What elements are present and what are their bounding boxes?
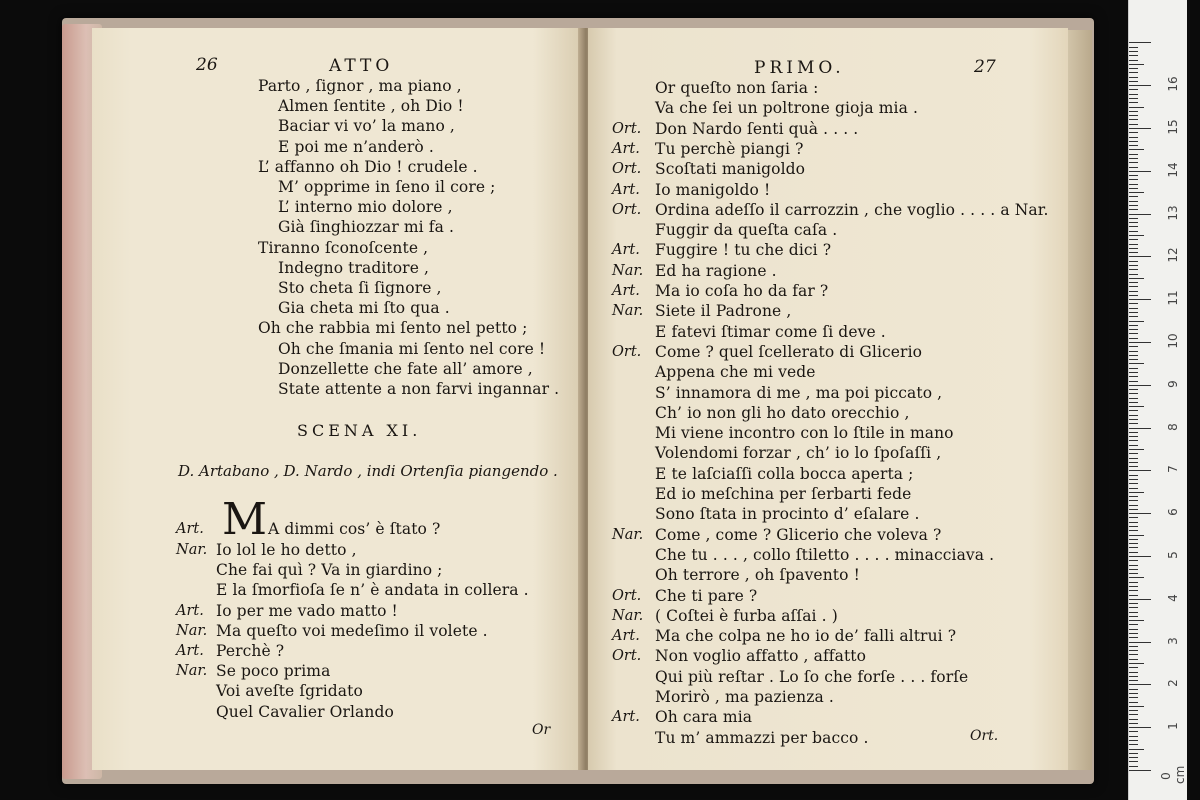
dialogue-line: E la ſmorfioſa ſe n’ è andata in collera . — [216, 581, 529, 600]
verse-line: L’ interno mio dolore , — [278, 198, 453, 217]
ruler-tick — [1129, 119, 1138, 120]
verse-line: State attente a non farvi ingannar . — [278, 380, 560, 398]
speaker-label: Nar. — [612, 526, 644, 543]
ruler-tick — [1129, 111, 1138, 112]
ruler-tick — [1129, 590, 1138, 591]
ruler-tick — [1129, 637, 1138, 638]
ruler-tick — [1129, 205, 1138, 206]
ruler-tick — [1129, 509, 1138, 510]
ruler-tick — [1129, 132, 1138, 133]
ruler-tick — [1129, 573, 1138, 574]
ruler-tick — [1129, 398, 1138, 399]
ruler-tick — [1129, 663, 1144, 664]
ruler-tick — [1129, 85, 1151, 86]
ruler-tick — [1129, 239, 1138, 240]
ruler-tick — [1129, 419, 1138, 420]
ruler-tick — [1129, 483, 1138, 484]
verse-line: Donzellette che fate all’ amore , — [278, 359, 533, 378]
ruler-tick — [1129, 175, 1138, 176]
dialogue-line: Tu perchè piangi ? — [655, 139, 804, 158]
ruler-tick — [1129, 406, 1144, 407]
ruler-tick — [1129, 535, 1144, 536]
ruler-tick — [1129, 196, 1138, 197]
speaker-label: Ort. — [612, 161, 642, 178]
ruler-tick — [1129, 256, 1151, 257]
speaker-label: Art. — [612, 140, 640, 157]
ruler-tick — [1129, 624, 1138, 625]
ruler-tick — [1129, 363, 1144, 364]
dialogue-line: Ed ha ragione . — [655, 261, 777, 280]
ruler-tick — [1129, 128, 1151, 129]
ruler-tick — [1129, 346, 1138, 347]
ruler-tick — [1129, 543, 1138, 544]
ruler-tick — [1129, 312, 1138, 313]
right-page — [588, 28, 1068, 770]
dialogue-line: E fatevi ſtimar come ſi deve . — [655, 322, 886, 341]
dialogue-line: Come , come ? Glicerio che voleva ? — [655, 525, 942, 544]
ruler-tick — [1129, 351, 1138, 352]
ruler-tick — [1129, 303, 1138, 304]
dialogue-line: Volendomi forzar , ch’ io lo ſpoſaſſi , — [655, 444, 942, 463]
ruler-tick — [1129, 154, 1138, 155]
ruler-tick — [1129, 612, 1138, 613]
ruler-tick — [1129, 252, 1138, 253]
ruler-number: 13 — [1166, 204, 1180, 221]
ruler-tick — [1129, 440, 1138, 441]
ruler-tick — [1129, 47, 1138, 48]
verse-line: Sto cheta ſi ſignore , — [278, 279, 442, 297]
catchword-left: Or — [532, 722, 551, 738]
ruler-tick — [1129, 372, 1138, 373]
ruler-tick — [1129, 749, 1144, 750]
dialogue-line: Che fai quì ? Va in giardino ; — [216, 561, 443, 580]
ruler-tick — [1129, 710, 1138, 711]
ruler-tick — [1129, 235, 1144, 236]
ruler-tick — [1129, 248, 1138, 249]
ruler-tick — [1129, 453, 1138, 454]
speaker-label: Art. — [612, 242, 640, 259]
dialogue-line: Morirò , ma pazienza . — [655, 688, 834, 706]
ruler-tick — [1129, 436, 1138, 437]
ruler-tick — [1129, 642, 1151, 643]
verse-line: L’ affanno oh Dio ! crudele . — [258, 157, 478, 176]
verse-line: Già ſinghiozzar mi fa . — [278, 218, 455, 237]
running-head-left: ATTO — [329, 56, 394, 76]
ruler-tick — [1129, 72, 1138, 73]
speaker-label: Nar. — [176, 542, 208, 558]
ruler-number: 7 — [1166, 465, 1180, 474]
ruler-number: 8 — [1166, 422, 1180, 431]
dialogue-line: Oh terrore , oh ſpavento ! — [655, 566, 860, 585]
speaker-label: Ort. — [612, 120, 642, 137]
ruler-tick — [1129, 496, 1138, 497]
ruler-tick — [1129, 299, 1151, 300]
dialogue-line: Mi viene incontro con lo ſtile in mano — [655, 424, 954, 443]
dialogue-line: Fuggir da queſta caſa . — [655, 221, 838, 240]
ruler-number: 14 — [1166, 162, 1180, 178]
dialogue-line: Don Nardo ſenti quà . . . . — [655, 119, 859, 138]
ruler-tick — [1129, 278, 1144, 279]
ruler-tick — [1129, 64, 1144, 65]
ruler-tick — [1129, 616, 1138, 617]
ruler-tick — [1129, 445, 1138, 446]
ruler-tick — [1129, 547, 1138, 548]
speaker-label: Art. — [612, 709, 640, 726]
ruler-tick — [1129, 723, 1138, 724]
ruler-tick — [1129, 607, 1138, 608]
ruler-tick — [1129, 505, 1138, 506]
ruler-tick — [1129, 149, 1144, 150]
dialogue-line: Sono ſtata in procinto d’ eſalare . — [655, 505, 920, 524]
ruler-tick — [1129, 488, 1138, 489]
dialogue-line: Come ? quel ſcellerato di Glicerio — [655, 342, 923, 361]
ruler-tick — [1129, 184, 1138, 185]
ruler-tick — [1129, 188, 1138, 189]
ruler-tick — [1129, 316, 1138, 317]
ruler-tick — [1129, 423, 1138, 424]
ruler-tick — [1129, 556, 1151, 557]
ruler-tick — [1129, 492, 1144, 493]
ruler-tick — [1129, 552, 1138, 553]
ruler-number: 12 — [1166, 247, 1180, 264]
ruler-tick — [1129, 415, 1138, 416]
ruler-tick — [1129, 321, 1144, 322]
dialogue-line: Io per me vado matto ! — [216, 601, 398, 620]
ruler-tick — [1129, 94, 1138, 95]
verse-line: M’ opprime in ſeno il core ; — [278, 178, 496, 196]
ruler-tick — [1129, 295, 1138, 296]
dialogue-line: Non voglio affatto , affatto — [655, 647, 867, 666]
ruler-tick — [1129, 740, 1138, 741]
ruler-tick — [1129, 646, 1138, 647]
measurement-ruler — [1128, 0, 1187, 800]
dialogue-line: Io lol le ho detto , — [216, 541, 357, 559]
dialogue-line: Ordina adeſſo il carrozzin , che voglio . . . . a Nar. — [655, 200, 1049, 219]
ruler-tick — [1129, 761, 1138, 762]
ruler-tick — [1129, 218, 1138, 219]
ruler-tick — [1129, 282, 1138, 283]
drop-initial: M — [222, 494, 268, 545]
verse-line: Baciar vi vo’ la mano , — [278, 117, 455, 136]
ruler-number: 11 — [1166, 290, 1180, 306]
ruler-tick — [1129, 620, 1144, 621]
ruler-tick — [1129, 162, 1138, 163]
ruler-tick — [1129, 719, 1138, 720]
ruler-tick — [1129, 274, 1138, 275]
ruler-tick — [1129, 470, 1151, 471]
ruler-tick — [1129, 376, 1138, 377]
ruler-tick — [1129, 689, 1138, 690]
speaker-label: Art. — [176, 602, 204, 619]
ruler-tick — [1129, 667, 1138, 668]
dialogue-line: Che ti pare ? — [655, 586, 758, 605]
ruler-tick — [1129, 231, 1138, 232]
ruler-tick — [1129, 265, 1138, 266]
ruler-tick — [1129, 513, 1151, 514]
dialogue-line: Ma che colpa ne ho io de’ falli altrui ? — [655, 627, 957, 646]
ruler-tick — [1129, 697, 1138, 698]
speaker-label: Nar. — [612, 303, 644, 320]
dialogue-line: Ed io meſchina per ſerbarti fede — [655, 485, 912, 503]
dialogue-line: Se poco prima — [216, 662, 331, 681]
ruler-tick — [1129, 753, 1138, 754]
ruler-tick — [1129, 201, 1138, 202]
verse-line: Almen ſentite , oh Dio ! — [278, 97, 464, 116]
ruler-tick — [1129, 60, 1138, 61]
ruler-tick — [1129, 179, 1138, 180]
dialogue-line: Appena che mi vede — [655, 363, 816, 382]
ruler-tick — [1129, 325, 1138, 326]
dialogue-line: Ch’ io non gli ho dato orecchio , — [655, 403, 910, 422]
ruler-tick — [1129, 603, 1138, 604]
dialogue-line: Quel Cavalier Orlando — [216, 702, 394, 721]
dialogue-line: Perchè ? — [216, 642, 285, 660]
ruler-tick — [1129, 757, 1138, 758]
ruler-tick — [1129, 137, 1138, 138]
ruler-tick — [1129, 684, 1151, 685]
speaker-label: Ort. — [612, 343, 642, 360]
ruler-tick — [1129, 569, 1138, 570]
ruler-tick — [1129, 141, 1138, 142]
ruler-tick — [1129, 338, 1138, 339]
ruler-tick — [1129, 449, 1144, 450]
ruler-tick — [1129, 393, 1138, 394]
ruler-tick — [1129, 629, 1138, 630]
verse-line: E poi me n’anderò . — [278, 137, 434, 156]
ruler-tick — [1129, 68, 1138, 69]
ruler-tick — [1129, 586, 1138, 587]
ruler-tick — [1129, 244, 1138, 245]
dialogue-line: Che tu . . . , collo ſtiletto . . . . minacciava . — [655, 545, 995, 564]
ruler-tick — [1129, 500, 1138, 501]
ruler-tick — [1129, 286, 1138, 287]
ruler-tick — [1129, 329, 1138, 330]
ruler-number: 0 cm — [1159, 765, 1187, 784]
ruler-tick — [1129, 410, 1138, 411]
dialogue-line: ( Coſtei è furba aſſai . ) — [655, 606, 838, 625]
ruler-tick — [1129, 672, 1138, 673]
dialogue-line: A dimmi cos’ è ſtato ? — [268, 520, 441, 538]
dialogue-line: E te laſciaſſi colla bocca aperta ; — [655, 464, 914, 483]
ruler-tick — [1129, 680, 1138, 681]
speaker-label: Ort. — [612, 201, 642, 218]
ruler-tick — [1129, 167, 1138, 168]
ruler-tick — [1129, 736, 1138, 737]
dialogue-line: Va che ſei un poltrone gioja mia . — [655, 99, 918, 118]
ruler-tick — [1129, 659, 1138, 660]
ruler-tick — [1129, 89, 1138, 90]
ruler-tick — [1129, 466, 1138, 467]
ruler-tick — [1129, 706, 1144, 707]
ruler-tick — [1129, 402, 1138, 403]
ruler-tick — [1129, 577, 1144, 578]
ruler-tick — [1129, 714, 1138, 715]
ruler-number: 9 — [1166, 379, 1180, 388]
ruler-tick — [1129, 77, 1138, 78]
verse-line: Parto , ſignor , ma piano , — [258, 77, 462, 95]
ruler-tick — [1129, 359, 1138, 360]
ruler-tick — [1129, 171, 1151, 172]
ruler-tick — [1129, 522, 1138, 523]
ruler-tick — [1129, 479, 1138, 480]
ruler-tick — [1129, 81, 1138, 82]
page-number-left: 26 — [196, 55, 218, 75]
ruler-number: 6 — [1166, 508, 1180, 517]
ruler-tick — [1129, 766, 1138, 767]
running-head-right: PRIMO. — [754, 58, 845, 78]
ruler-tick — [1129, 389, 1138, 390]
ruler-tick — [1129, 269, 1138, 270]
ruler-tick — [1129, 115, 1138, 116]
verse-line: Indegno traditore , — [278, 258, 430, 277]
ruler-number: 4 — [1166, 593, 1180, 602]
ruler-tick — [1129, 42, 1151, 43]
ruler-tick — [1129, 731, 1138, 732]
dialogue-line: Tu m’ ammazzi per bacco . — [655, 728, 869, 747]
ruler-tick — [1129, 308, 1138, 309]
dialogue-line: Ma io coſa ho da far ? — [655, 282, 829, 300]
ruler-tick — [1129, 214, 1151, 215]
dialogue-line: Or queſto non ſaria : — [655, 79, 819, 97]
speaker-label: Nar. — [176, 622, 208, 639]
ruler-tick — [1129, 51, 1138, 52]
dialogue-line: Oh cara mia — [655, 708, 753, 727]
ruler-tick — [1129, 368, 1138, 369]
dialogue-line: Qui più reſtar . Lo ſo che forſe . . . forſe — [655, 667, 969, 686]
ruler-tick — [1129, 595, 1138, 596]
stage-direction: D. Artabano , D. Nardo , indi Ortenſia piangendo . — [178, 462, 558, 480]
ruler-tick — [1129, 565, 1138, 566]
ruler-tick — [1129, 209, 1138, 210]
speaker-label: Nar. — [612, 262, 644, 279]
verse-line: Gia cheta mi ſto qua . — [278, 299, 450, 318]
ruler-tick — [1129, 458, 1138, 459]
ruler-tick — [1129, 676, 1138, 677]
dialogue-line: Ma queſto voi medeſimo il volete . — [216, 621, 488, 640]
dialogue-line: S’ innamora di me , ma poi piccato , — [655, 383, 943, 402]
ruler-tick — [1129, 517, 1138, 518]
ruler-tick — [1129, 98, 1138, 99]
ruler-tick — [1129, 539, 1138, 540]
ruler-tick — [1129, 428, 1151, 429]
ruler-tick — [1129, 770, 1151, 771]
dialogue-line: Voi aveſte ſgridato — [216, 682, 363, 701]
speaker-label: Ort. — [612, 587, 642, 604]
speaker-label: Art. — [176, 521, 204, 537]
scene-heading: SCENA XI. — [297, 421, 422, 440]
ruler-tick — [1129, 107, 1144, 108]
ruler-tick — [1129, 462, 1138, 463]
dialogue-line: Fuggire ! tu che dici ? — [655, 241, 832, 260]
ruler-number: 15 — [1166, 119, 1180, 135]
speaker-label: Art. — [612, 628, 640, 645]
dialogue-line: Io manigoldo ! — [655, 180, 771, 199]
ruler-tick — [1129, 560, 1138, 561]
ruler-number: 16 — [1166, 76, 1180, 92]
verse-line: Oh che ſmania mi ſento nel core ! — [278, 339, 546, 358]
ruler-tick — [1129, 192, 1144, 193]
ruler-tick — [1129, 432, 1138, 433]
ruler-tick — [1129, 526, 1138, 527]
ruler-tick — [1129, 333, 1138, 334]
ruler-tick — [1129, 55, 1138, 56]
ruler-tick — [1129, 381, 1138, 382]
dialogue-line: Siete il Padrone , — [655, 302, 792, 321]
ruler-tick — [1129, 342, 1151, 343]
ruler-tick — [1129, 291, 1138, 292]
speaker-label: Ort. — [612, 648, 642, 665]
ruler-tick — [1129, 355, 1138, 356]
speaker-label: Art. — [176, 643, 204, 659]
page-number-right: 27 — [974, 57, 996, 77]
ruler-number: 2 — [1166, 679, 1180, 688]
ruler-number: 3 — [1166, 636, 1180, 645]
ruler-tick — [1129, 102, 1138, 103]
ruler-tick — [1129, 599, 1151, 600]
ruler-number: 1 — [1166, 722, 1180, 731]
ruler-tick — [1129, 530, 1138, 531]
ruler-tick — [1129, 145, 1138, 146]
ruler-tick — [1129, 744, 1138, 745]
left-page — [92, 28, 582, 770]
speaker-label: Nar. — [176, 663, 208, 680]
ruler-tick — [1129, 385, 1151, 386]
speaker-label: Nar. — [612, 607, 644, 624]
ruler-tick — [1129, 124, 1138, 125]
ruler-tick — [1129, 158, 1138, 159]
speaker-label: Art. — [612, 283, 640, 299]
catchword-right: Ort. — [970, 728, 999, 744]
ruler-tick — [1129, 222, 1138, 223]
ruler-tick — [1129, 650, 1138, 651]
speaker-label: Art. — [612, 181, 640, 198]
dialogue-line: Scoſtati manigoldo — [655, 160, 806, 179]
verse-line: Oh che rabbia mi ſento nel petto ; — [258, 319, 528, 338]
ruler-tick — [1129, 727, 1151, 728]
ruler-tick — [1129, 475, 1138, 476]
ruler-tick — [1129, 261, 1138, 262]
ruler-tick — [1129, 702, 1138, 703]
ruler-tick — [1129, 654, 1138, 655]
verse-line: Tiranno ſconoſcente , — [258, 238, 429, 257]
ruler-number: 5 — [1166, 551, 1180, 559]
ruler-number: 10 — [1166, 333, 1180, 349]
ruler-tick — [1129, 226, 1138, 227]
ruler-tick — [1129, 693, 1138, 694]
ruler-tick — [1129, 582, 1138, 583]
ruler-tick — [1129, 633, 1138, 634]
